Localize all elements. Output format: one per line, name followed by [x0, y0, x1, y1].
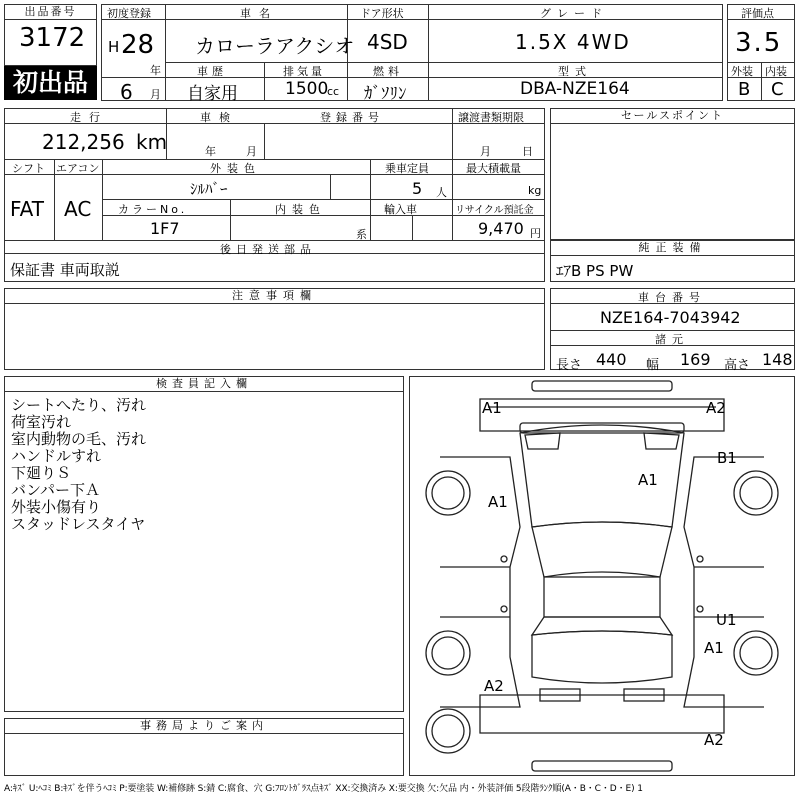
lot-number-label: 出品番号: [5, 5, 96, 20]
ext-color: ｼﾙﾊﾞｰ: [190, 180, 228, 198]
max-load-unit: kg: [528, 184, 542, 197]
mileage-label: 走行: [70, 111, 108, 124]
damage-mark: A1: [704, 639, 724, 657]
genuine-label: 純正装備: [551, 241, 794, 256]
office-box: [4, 718, 404, 776]
first-reg-year: 28: [121, 30, 155, 60]
inspector-line: 荷室汚れ: [11, 413, 72, 431]
reg-number-label: 登録番号: [320, 111, 384, 124]
door-type: 4SD: [367, 30, 408, 54]
recycle-unit: 円: [530, 227, 541, 240]
month-unit: 月: [150, 88, 161, 101]
interior-label: 内装: [765, 65, 787, 78]
office-label: 事務局よりご案内: [5, 719, 403, 734]
recycle: 9,470: [478, 219, 524, 238]
grade-label: グレード: [540, 7, 608, 20]
capacity: 5: [412, 179, 423, 198]
notes-label: 注意事項欄: [5, 289, 544, 304]
history: 自家用: [187, 84, 238, 104]
inspector-line: バンパー下Ａ: [11, 481, 100, 499]
first-reg-month: 6: [120, 80, 133, 104]
height-label: 高さ: [724, 358, 751, 373]
dims-label: 諸元: [655, 333, 689, 346]
color-no: 1F7: [150, 219, 180, 238]
sales-points-label: セールスポイント: [551, 109, 794, 124]
ext-color-label: 外装色: [210, 162, 261, 175]
displacement-label: 排気量: [283, 65, 325, 78]
displacement: 1500: [285, 79, 329, 99]
mileage-unit: km: [136, 130, 168, 154]
shift-label: シフト: [12, 162, 45, 175]
exterior-label: 外装: [731, 65, 753, 78]
damage-mark: B1: [717, 449, 737, 467]
length: 440: [596, 350, 627, 369]
model-label: 型式: [558, 65, 592, 78]
score: 3.5: [735, 28, 783, 58]
lot-number-box: [4, 4, 97, 66]
transfer-month-unit: 月: [480, 145, 491, 158]
door-label: ドア形状: [360, 7, 404, 20]
car-name-label: 車名: [240, 7, 278, 20]
lot-number: 3172: [19, 23, 86, 53]
max-load-label: 最大積載量: [466, 162, 521, 175]
transfer-label: 譲渡書類期限: [458, 111, 524, 124]
exterior-grade: B: [738, 79, 751, 100]
int-color-label: 内装色: [275, 203, 326, 216]
color-no-label: カラーNo.: [118, 203, 188, 216]
damage-mark: A1: [482, 399, 502, 417]
sales-points-box: [550, 108, 795, 240]
damage-mark: A1: [638, 471, 658, 489]
inspector-line: シートへたり、汚れ: [11, 396, 147, 414]
later-parts: 保証書 車両取説: [10, 261, 120, 279]
damage-mark: A2: [484, 677, 504, 695]
transfer-day-unit: 日: [522, 145, 533, 158]
inspector-label: 検査員記入欄: [5, 377, 403, 392]
later-parts-label: 後日発送部品: [220, 243, 316, 256]
grade: 1.5X 4WD: [515, 30, 631, 54]
history-label: 車歴: [197, 65, 227, 78]
chassis-label: 車台番号: [638, 291, 706, 304]
int-color-unit: 系: [356, 228, 367, 241]
inspector-line: スタッドレスタイヤ: [11, 515, 146, 533]
inspection-month-unit: 月: [246, 145, 257, 158]
model: DBA-NZE164: [520, 79, 630, 99]
displacement-unit: cc: [327, 85, 340, 98]
recycle-label: リサイクル預託金: [455, 205, 534, 216]
car-name: カローラアクシオ: [195, 34, 355, 58]
width-label: 幅: [646, 358, 660, 373]
width: 169: [680, 350, 711, 369]
year-unit: 年: [150, 64, 161, 77]
inspection-label: 車検: [200, 111, 238, 124]
inspection-year-unit: 年: [205, 145, 216, 158]
inspector-line: 外装小傷有り: [11, 498, 102, 516]
damage-mark: A1: [488, 493, 508, 511]
inspector-box: [4, 376, 404, 712]
first-listing-badge: 初出品: [4, 66, 97, 100]
inspector-line: 室内動物の毛、汚れ: [11, 430, 147, 448]
damage-mark: A2: [706, 399, 726, 417]
fuel: ｶﾞｿﾘﾝ: [364, 84, 407, 104]
car-outline-svg: [410, 377, 794, 775]
ac-label: エアコン: [56, 162, 100, 175]
length-label: 長さ: [556, 358, 583, 373]
notes-box: [4, 288, 545, 370]
damage-mark: A2: [704, 731, 724, 749]
mileage: 212,256: [42, 130, 125, 154]
capacity-label: 乗車定員: [385, 162, 429, 175]
chassis-number: NZE164-7043942: [600, 308, 741, 327]
genuine-equipment: ｴｱB PS PW: [556, 262, 634, 280]
shift: FAT: [10, 197, 45, 221]
inspector-line: 下廻りＳ: [11, 464, 72, 482]
damage-mark: U1: [716, 611, 737, 629]
ac: AC: [64, 197, 92, 221]
genuine-box: [550, 240, 795, 282]
first-reg-label: 初度登録: [107, 7, 151, 20]
inspector-line: ハンドルすれ: [11, 447, 102, 465]
import-label: 輸入車: [384, 203, 417, 216]
capacity-unit: 人: [436, 186, 447, 199]
height: 148: [762, 350, 793, 369]
interior-grade: C: [771, 79, 784, 100]
car-diagram: [409, 376, 795, 776]
legend-text: A:ｷｽﾞ U:ﾍｺﾐ B:ｷｽﾞを伴うﾍｺﾐ P:要塗装 W:補修跡 S:錆 C:腐食、穴 G:ﾌﾛﾝﾄｶﾞﾗｽ点ｷｽﾞ XX:交換済み X:要交換 欠:欠品 内・外装評価 5段階ﾗﾝｸ順(A・B・C・D・E) 1: [4, 784, 643, 794]
score-label: 評価点: [741, 7, 774, 20]
era: H: [108, 38, 120, 56]
fuel-label: 燃料: [373, 65, 403, 78]
